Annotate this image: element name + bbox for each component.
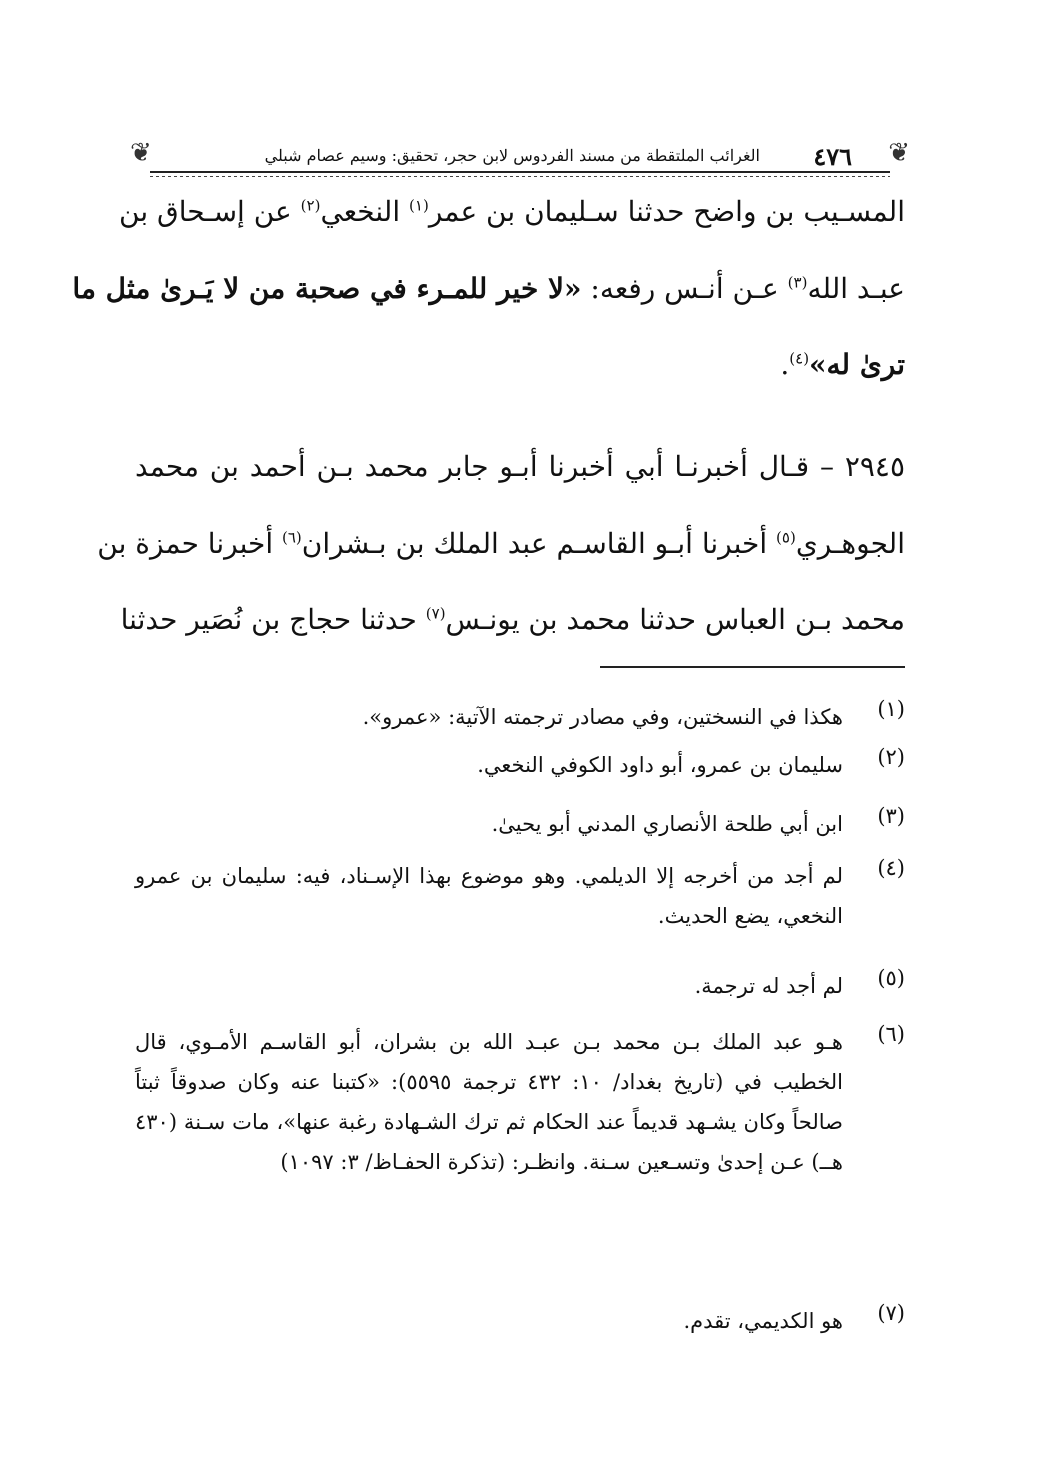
footnote-1 <box>135 697 905 737</box>
footnote-2 <box>135 745 905 785</box>
footnote-number: (٥) <box>877 966 905 990</box>
footnote-7 <box>135 1301 905 1341</box>
hadith-text: «لا خير للمـرء في صحبة من لا يَـرىٰ مثل ما <box>72 272 582 305</box>
header-rule-dotted <box>150 176 890 177</box>
footnote-ref: (٢) <box>300 196 321 215</box>
footnote-4 <box>135 856 905 936</box>
footnote-ref: (٦) <box>282 528 302 547</box>
footnote-number: (٧) <box>877 1301 905 1325</box>
footnote-ref: (٧) <box>425 604 446 623</box>
footnote-text: هو الكديمي، تقدم. <box>683 1309 843 1333</box>
footnote-text: هـو عبد الملك بـن محمد بـن عبـد الله بن بشران، أبو القاسـم الأمـوي، قال الخطيب في (تاريخ بغداد/ ١٠: ٤٣٢ ترجمة ٥٥٩٥): «كتبنا عنه وكان صدوقاً ثبتاً صالحاً وكان يشـهد قديماً عند الحكام ثم ترك الشـهادة رغبة عنها»، مات سـنة (٤٣٠ هــ) عـن إحدىٰ وتسـعين سـنة. وانظـر: (تذكرة الحفـاظ/ ٣: ١٠٩٧) <box>135 1030 843 1174</box>
footnote-number: (١) <box>877 697 905 721</box>
footnote-5 <box>135 966 905 1006</box>
body-line-5: الجوهـري$^{(٥)}$ أخبرنا أبـو القاسـم عبد الملك بن بـشران$^{(٦)}$ أخبرنا حمزة بن <box>97 527 905 560</box>
header-rule <box>150 171 890 173</box>
footnote-text: سليمان بن عمرو، أبو داود الكوفي النخعي. <box>477 753 843 777</box>
running-header <box>130 140 910 180</box>
footnote-ref: (٣) <box>787 273 808 292</box>
footnote-ref: (١) <box>409 196 429 215</box>
footnote-number: (٢) <box>877 745 905 769</box>
footnote-ref: (٥) <box>776 528 796 547</box>
footnote-number: (٦) <box>877 1022 905 1046</box>
footnote-3 <box>135 804 905 844</box>
footnote-text: لم أجد له ترجمة. <box>694 974 843 998</box>
body-line-1: المسـيب بن واضح حدثنا سـليمان بن عمر$^{(١)}$ النخعي$^{(٢)}$ عن إسـحاق بن <box>119 195 905 228</box>
footnote-6 <box>135 1022 905 1182</box>
footnote-text: لم أجد من أخرجه إلا الديلمي. وهو موضوع بهذا الإسـناد، فيه: سليمان بن عمرو النخعي، يضع الحديث. <box>135 864 843 928</box>
footnote-text: ابن أبي طلحة الأنصاري المدني أبو يحيىٰ. <box>491 812 843 836</box>
footnote-number: (٤) <box>877 856 905 880</box>
running-title: الغرائب الملتقطة من مسند الفردوس لابن حجر، تحقيق: وسيم عصام شبلي <box>264 146 760 165</box>
page-number: ٤٧٦ <box>813 142 852 171</box>
body-line-2: عبـد الله$^{(٣)}$ عـن أنـس رفعه: «لا خير للمـرء في صحبة من لا يَـرىٰ مثل ما <box>72 272 905 305</box>
footnote-separator <box>600 666 905 668</box>
footnote-text: هكذا في النسختين، وفي مصادر ترجمته الآتية: «عمرو». <box>362 705 843 729</box>
ornament-icon: ❦ <box>888 138 910 168</box>
footnote-ref: (٤) <box>789 349 810 368</box>
footnote-number: (٣) <box>877 804 905 828</box>
body-line-3: ترىٰ له»$^{(٤)}$. <box>780 348 905 381</box>
body-line-6: محمد بـن العباس حدثنا محمد بن يونـس$^{(٧)}$ حدثنا حجاج بن نُصَير حدثنا <box>120 603 905 636</box>
ornament-icon: ❦ <box>130 138 152 168</box>
hadith-text-end: ترىٰ له» <box>809 348 905 381</box>
hadith-2945-line-1: ٢٩٤٥ – قـال أخبرنـا أبي أخبرنا أبـو جابر محمد بـن أحمد بن محمد <box>135 450 905 483</box>
